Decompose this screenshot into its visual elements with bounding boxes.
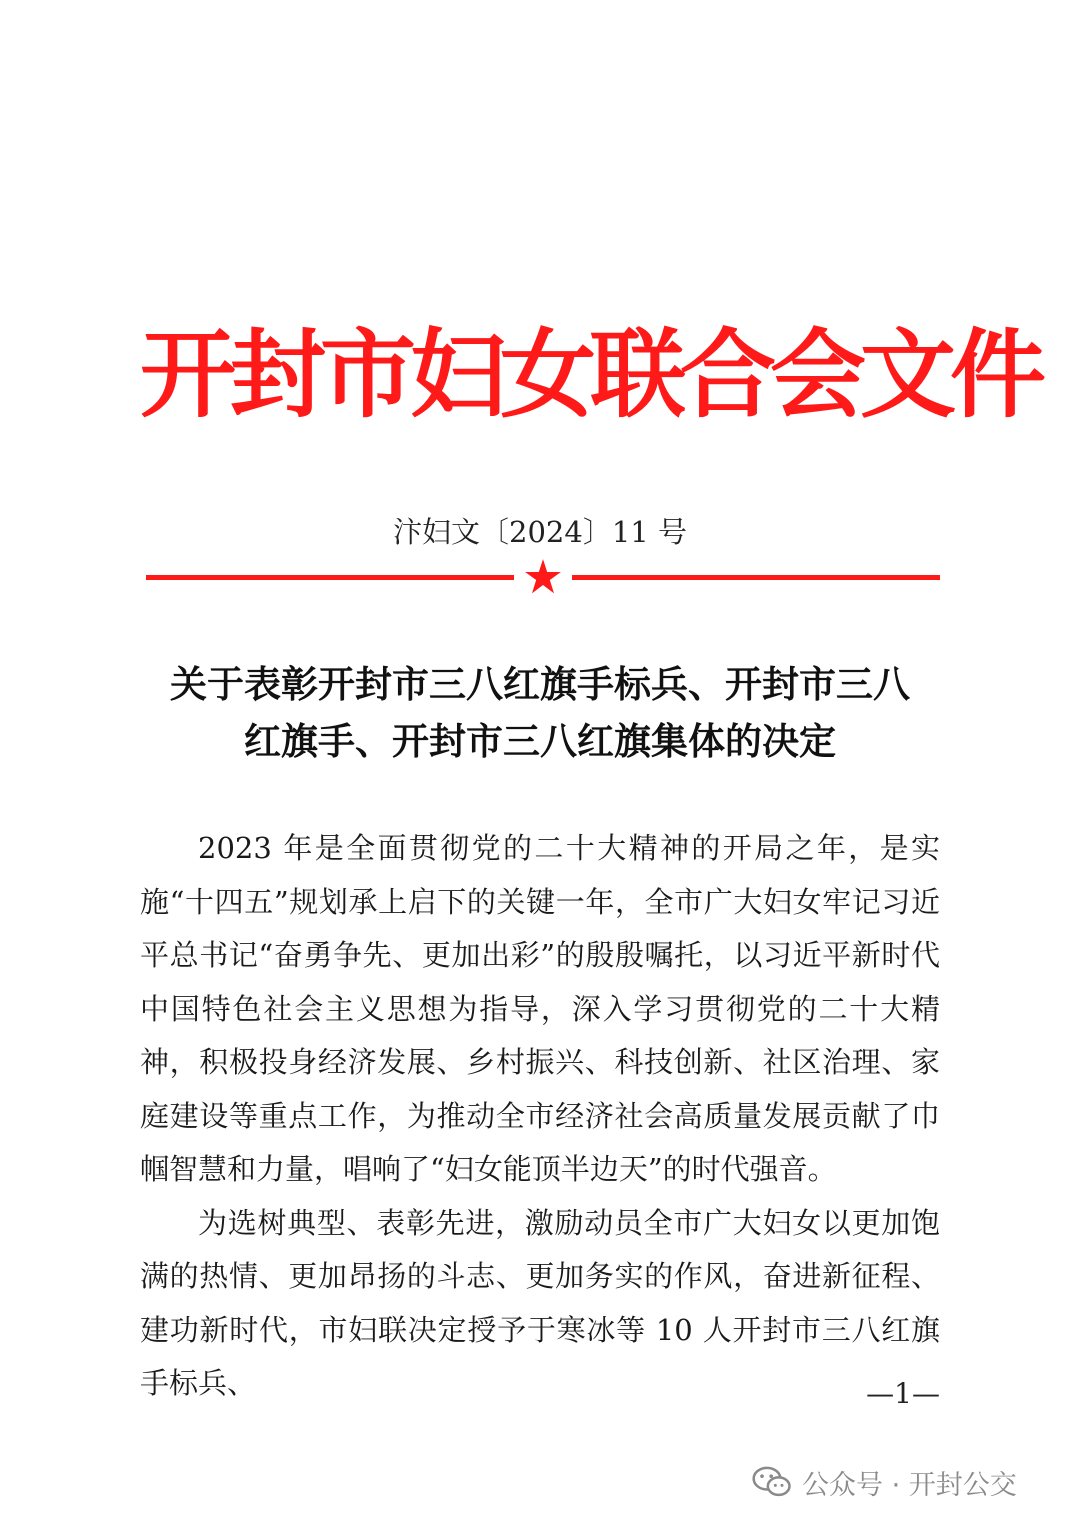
body-paragraph-1: 2023 年是全面贯彻党的二十大精神的开局之年，是实施“十四五”规划承上启下的关键一年，全市广大妇女牢记习近平总书记“奋勇争先、更加出彩”的殷殷嘱托，以习近平新时代中国特色社会主义思想为指导，深入学习贯彻党的二十大精神，积极投身经济发展、乡村振兴、科技创新、社区治理、家庭建设等重点工作，为推动全市经济社会高质量发展贡献了巾帼智慧和力量，唱响了“妇女能顶半边天”的时代强音。 (140, 831, 940, 1186)
wechat-watermark (752, 1462, 1017, 1502)
title-line-2: 红旗手、开封市三八红旗集体的决定 (244, 719, 836, 763)
title-line-1: 关于表彰开封市三八红旗手标兵、开封市三八 (170, 662, 910, 706)
divider-line-right (572, 575, 940, 580)
red-divider (146, 558, 940, 598)
page-number: —1— (866, 1377, 940, 1410)
body-text (140, 822, 940, 1411)
divider-line-left (146, 575, 514, 580)
red-star-icon (524, 558, 562, 596)
masthead-title: 开封市妇女联合会文件 (140, 319, 1040, 431)
body-paragraph-2: 为选树典型、表彰先进，激励动员全市广大妇女以更加饱满的热情、更加昂扬的斗志、更加务实的作风，奋进新征程、建功新时代，市妇联决定授予于寒冰等 10 人开封市三八红旗手标兵、 (140, 1205, 940, 1400)
wechat-icon (752, 1465, 792, 1499)
watermark-text: 公众号 · 开封公交 (802, 1469, 1017, 1501)
document-number: 汴妇文〔2024〕11 号 (393, 515, 687, 549)
decision-title (140, 656, 940, 770)
